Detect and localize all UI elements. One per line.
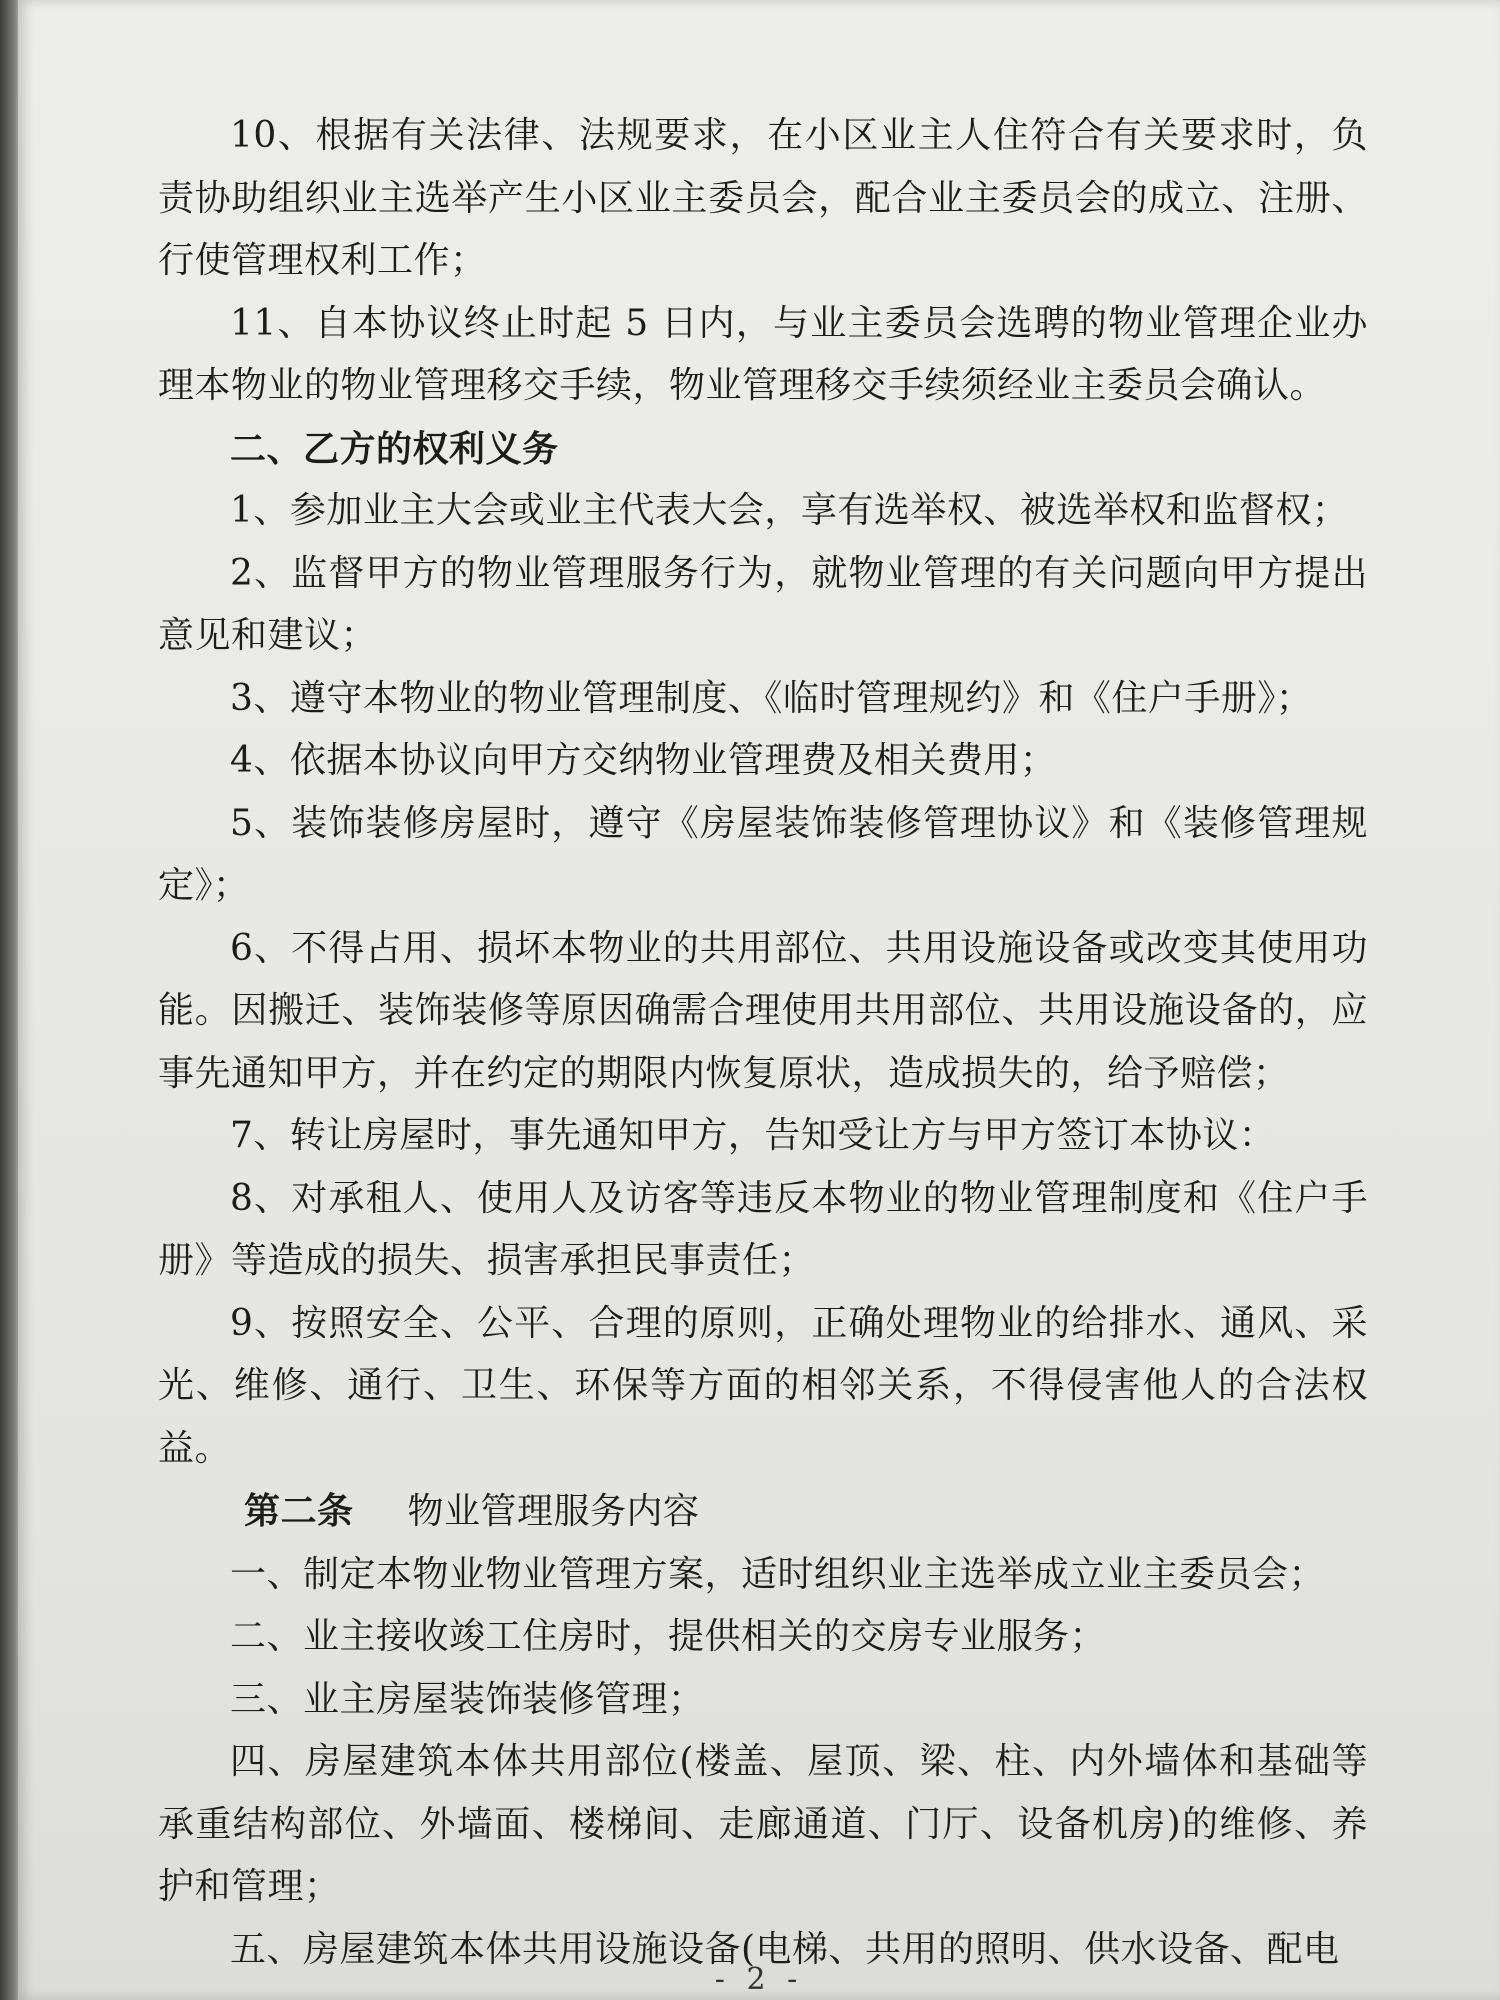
document-page (18, 0, 1500, 2000)
article-item-2: 二、业主接收竣工住房时，提供相关的交房专业服务； (230, 1616, 1107, 1657)
article-item-4: 四、房屋建筑本体共用部位(楼盖、屋顶、梁、柱、内外墙体和基础等承重结构部位、外墙面、楼梯间、走廊通道、门厅、设备机房)的维修、养护和管理； (158, 1741, 1368, 1907)
section-item-3: 3、遵守本物业的物业管理制度、《临时管理规约》和《住户手册》； (230, 677, 1313, 719)
document-body (158, 105, 1368, 1981)
section-item-9: 9、按照安全、公平、合理的原则，正确处理物业的给排水、通风、采光、维修、通行、卫生、环保等方面的相邻关系，不得侵害他人的合法权益。 (158, 1302, 1368, 1469)
section-item-4: 4、依据本协议向甲方交纳物业管理费及相关费用； (230, 740, 1057, 781)
section-item-6: 6、不得占用、损坏本物业的共用部位、共用设施设备或改变其使用功能。因搬迁、装饰装修等原因确需合理使用共用部位、共用设施设备的，应事先通知甲方，并在约定的期限内恢复原状，造成损失的，给予赔偿； (158, 927, 1368, 1094)
page-number: - 2 - (714, 1962, 804, 1997)
article-heading (158, 1480, 1368, 1544)
article-number: 第二条 (244, 1490, 354, 1532)
article-item-1: 一、制定本物业物业管理方案，适时组织业主选举成立业主委员会； (230, 1553, 1326, 1595)
article-item-3: 三、业主房屋装饰装修管理； (230, 1678, 705, 1720)
article-title: 物业管理服务内容 (407, 1491, 700, 1532)
paragraph-item-11: 11、自本协议终止时起 5 日内，与业主委员会选聘的物业管理企业办理本物业的物业管理移交手续，物业管理移交手续须经业主委员会确认。 (158, 302, 1368, 406)
article-item-5: 五、房屋建筑本体共用设施设备(电梯、共用的照明、供水设备、配电 (230, 1928, 1340, 1970)
section-item-8: 8、对承租人、使用人及访客等违反本物业的物业管理制度和《住户手册》等造成的损失、损害承担民事责任； (158, 1177, 1368, 1281)
section-item-5: 5、装饰装修房屋时，遵守《房屋装饰装修管理协议》和《装修管理规定》； (158, 802, 1368, 906)
section-item-2: 2、监督甲方的物业管理服务行为，就物业管理的有关问题向甲方提出意见和建议； (158, 552, 1368, 656)
section-item-1: 1、参加业主大会或业主代表大会，享有选举权、被选举权和监督权； (230, 490, 1349, 531)
paragraph-item-10: 10、根据有关法律、法规要求，在小区业主人住符合有关要求时，负责协助组织业主选举产生小区业主委员会，配合业主委员会的成立、注册、行使管理权利工作； (158, 115, 1368, 281)
section-heading: 二、乙方的权利义务 (230, 427, 559, 470)
section-item-7: 7、转让房屋时，事先通知甲方，告知受让方与甲方签订本协议： (230, 1115, 1276, 1156)
